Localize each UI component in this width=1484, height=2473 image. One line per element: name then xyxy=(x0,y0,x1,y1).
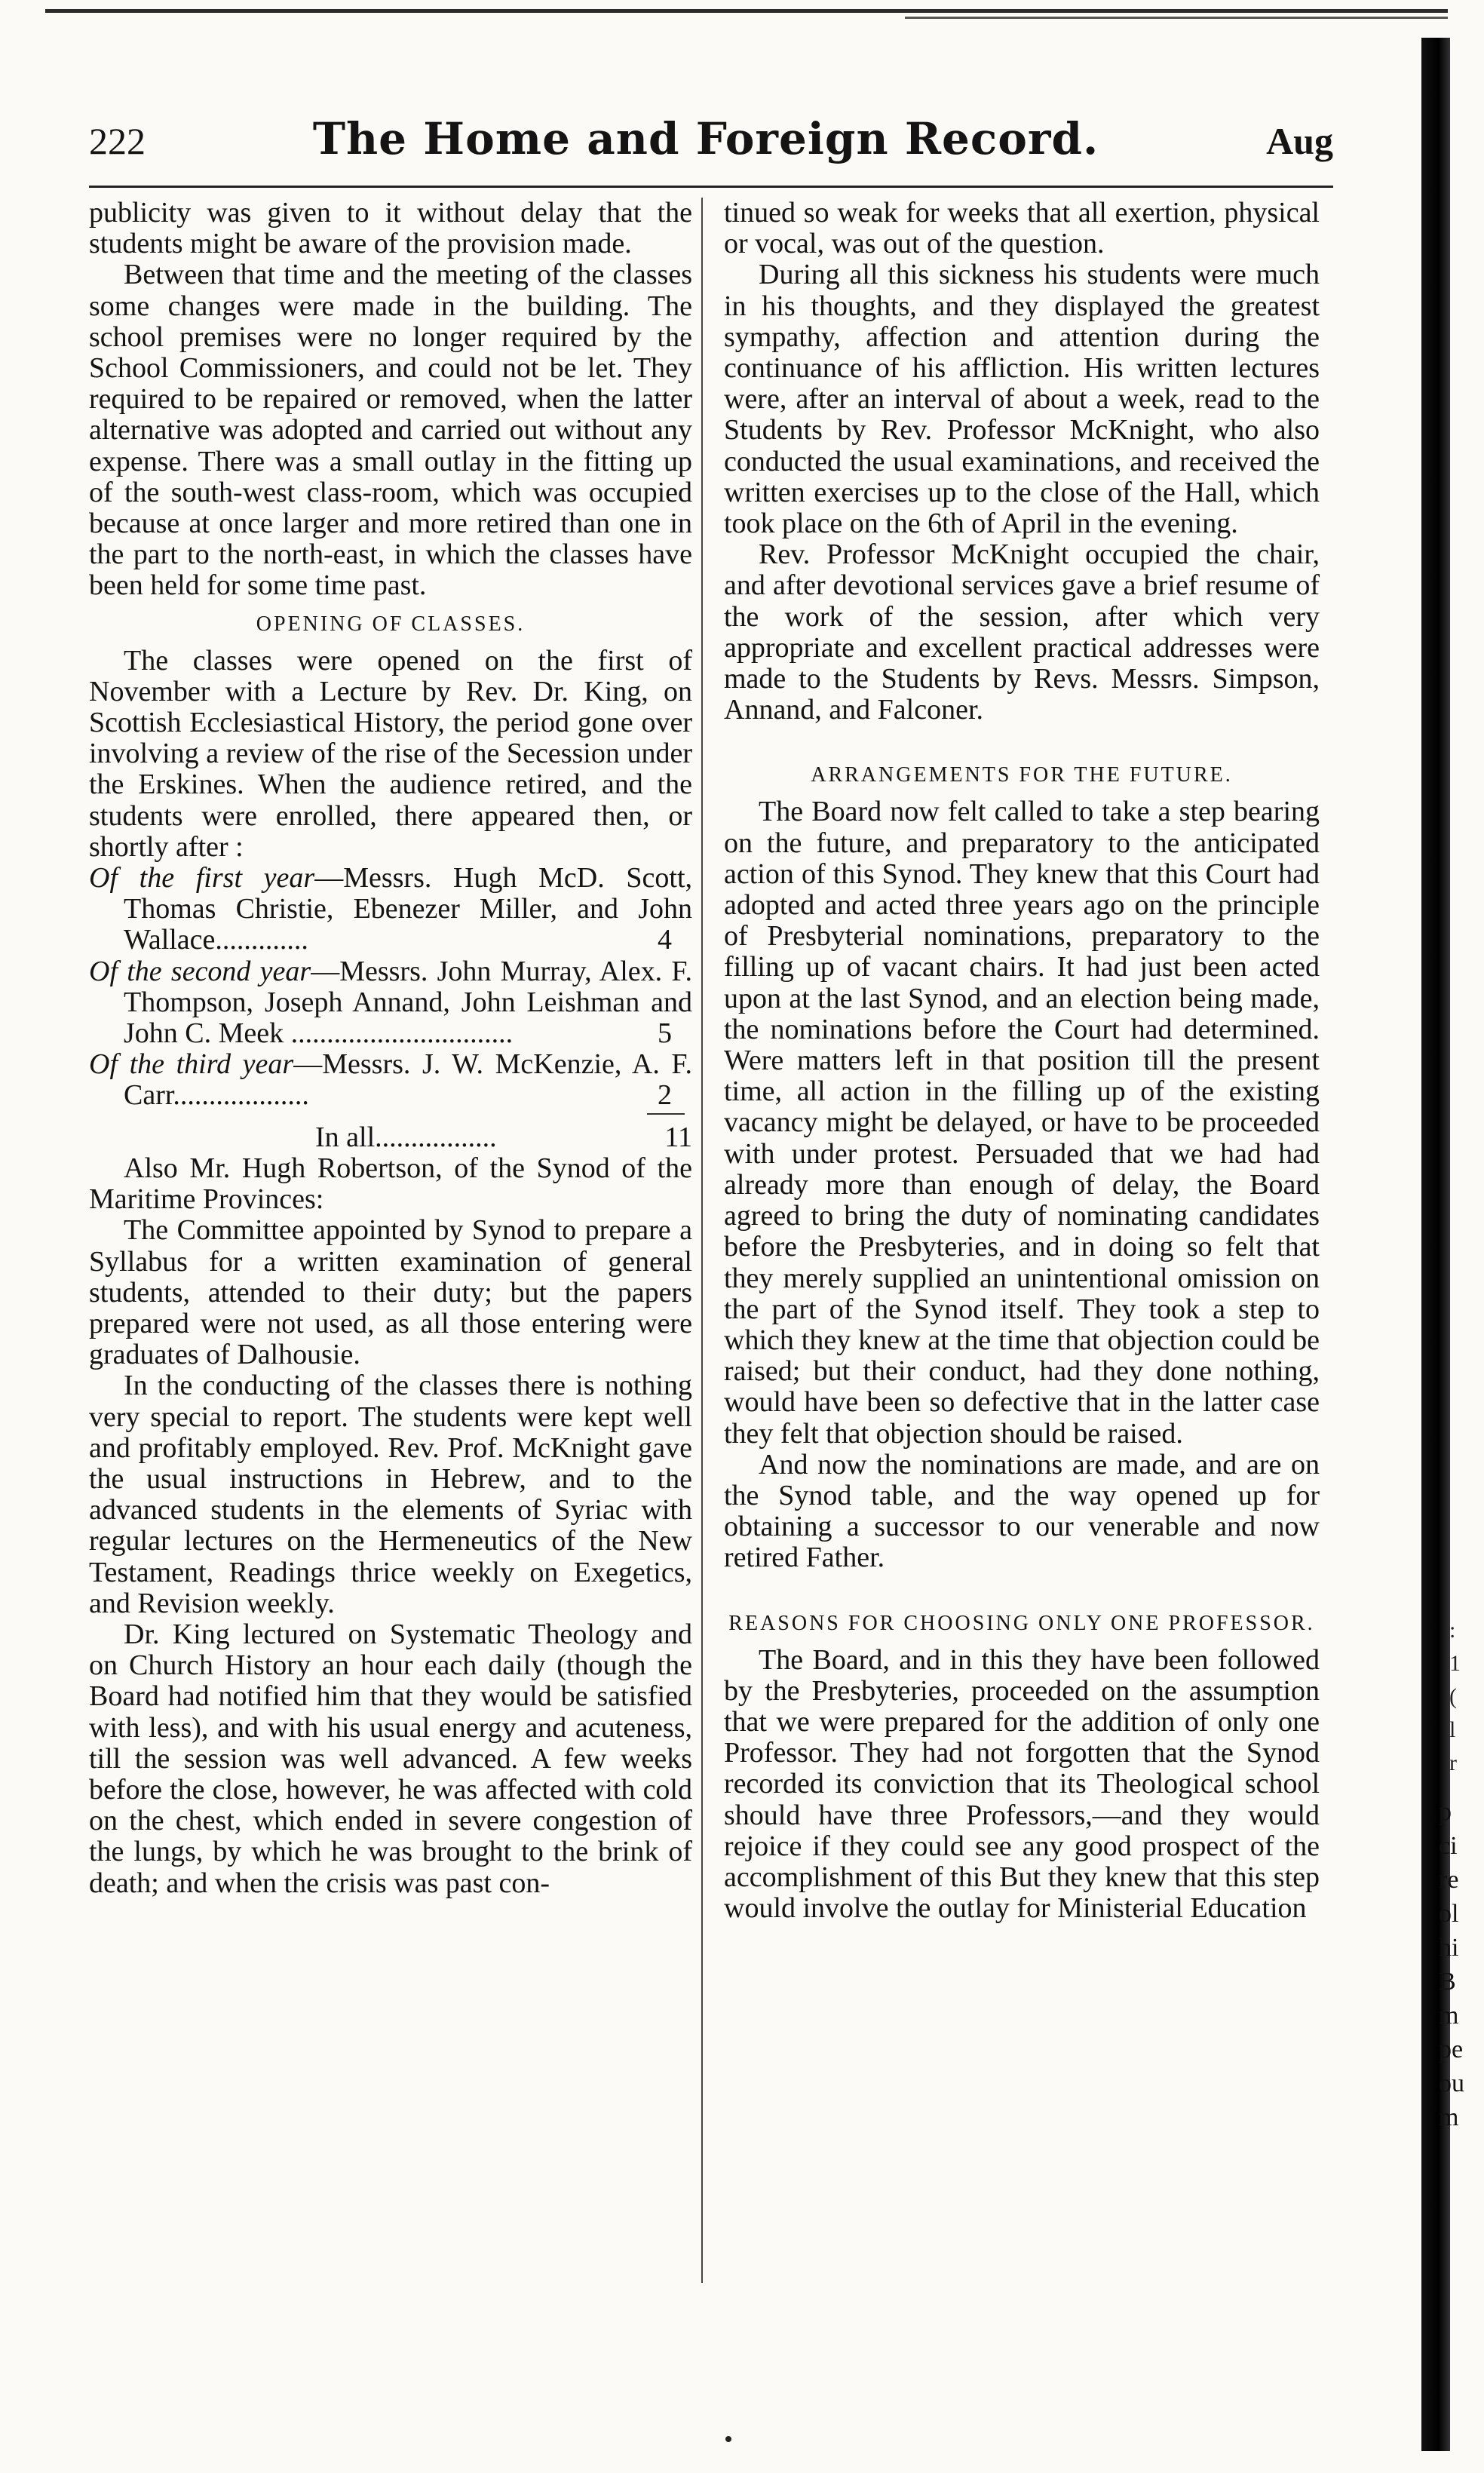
margin-mark: 1 xyxy=(1449,1651,1461,1676)
paragraph: The Committee appointed by Synod to prepare a Syllabus for a written examination of general students, attended to their duty; but the papers prepared were not used, as all those entering were graduates of Dalhousie. xyxy=(89,1214,692,1371)
roster-year: Of the first year xyxy=(89,862,315,894)
bleed-fragment: ou xyxy=(1439,2070,1464,2097)
top-edge-rule-secondary xyxy=(905,17,1448,19)
left-column xyxy=(89,198,692,1899)
total-value: 11 xyxy=(664,1121,692,1153)
bleed-fragment: ci xyxy=(1439,1832,1458,1860)
margin-mark: l xyxy=(1449,1717,1456,1742)
paragraph: Between that time and the meeting of the classes some changes were made in the building. The school premises were no longer required by the School Commissioners, and could not be let. They required to be repaired or removed, when the latter alternative was adopted and carried out without any expense. There was a small outlay in the fitting up of the south-west class-room, which was occupied because at once larger and more retired than one in the part to the north-east, in which the classes have been held for some time past. xyxy=(89,259,692,602)
margin-mark: ( xyxy=(1449,1684,1457,1709)
roster-total xyxy=(89,1115,692,1153)
page-dot xyxy=(725,2436,731,2442)
margin-mark: r xyxy=(1449,1750,1457,1775)
total-label: In all................. xyxy=(315,1121,497,1153)
margin-marks xyxy=(1449,1614,1461,1780)
bleed-fragment: p xyxy=(1439,1798,1452,1826)
roster-names: —Messrs. John Murray, Alex. F. Thompson, Joseph Annand, John Leishman and John C. Meek ............................... xyxy=(124,955,692,1050)
column-divider xyxy=(701,198,703,2283)
top-edge-rule xyxy=(45,9,1448,13)
roster-year: Of the third year xyxy=(89,1048,294,1081)
bleed-fragment: hi xyxy=(1439,1934,1459,1962)
bleed-fragment: m xyxy=(1439,2103,1459,2131)
roster-names: —Messrs. J. W. McKenzie, A. F. Carr................... xyxy=(124,1048,693,1112)
roster-entry: Of the second year—Messrs. John Murray, Alex. F. Thompson, Joseph Annand, John Leishman and John C. Meek ............................... 5 xyxy=(89,955,692,1050)
header-rule xyxy=(89,186,1333,188)
running-header xyxy=(89,113,1333,181)
roster-entry: Of the first year—Messrs. Hugh McD. Scott, Thomas Christie, Ebenezer Miller, and John Wallace............. 4 xyxy=(89,862,692,956)
bleed-fragment: ol xyxy=(1439,1900,1459,1928)
page-number: 222 xyxy=(89,120,146,162)
paragraph: During all this sickness his students were much in his thoughts, and they displayed the greatest sympathy, affection and attention during the continuance of his affliction. His written lectures were, after an interval of about a week, read to the Students by Rev. Professor McKnight, who also conducted the usual examinations, and received the written exercises up to the close of the Hall, which took place on the 6th of April in the evening. xyxy=(724,259,1320,540)
paragraph: publicity was given to it without delay that the students might be aware of the provision made. xyxy=(89,197,692,260)
paragraph: Also Mr. Hugh Robertson, of the Synod of the Maritime Provinces: xyxy=(89,1152,692,1216)
running-title: The Home and Foreign Record. xyxy=(312,113,1099,164)
bleed-fragment: B xyxy=(1439,1968,1456,1996)
bleed-fragment: pe xyxy=(1439,2036,1464,2063)
section-heading-reasons: REASONS FOR CHOOSING ONLY ONE PROFESSOR. xyxy=(728,1611,1315,1635)
roster-entry: Of the third year—Messrs. J. W. McKenzie, A. F. Carr................... 2 xyxy=(89,1048,693,1112)
running-month: Aug xyxy=(1266,120,1333,162)
roster-names: —Messrs. Hugh McD. Scott, Thomas Christie, Ebenezer Miller, and John Wallace............. xyxy=(124,862,692,956)
paragraph: The Board, and in this they have been followed by the Presbyteries, proceeded on the assumption that we were prepared for the addition of only one Professor. They had not forgotten that the Synod recorded its conviction that its Theological school should have three Professors,—and they would rejoice if they could see any good prospect of the accomplishment of this But they knew that this step would involve the outlay for Ministerial Education xyxy=(724,1643,1320,1925)
right-column xyxy=(724,198,1320,1924)
paragraph: tinued so weak for weeks that all exertion, physical or vocal, was out of the question. xyxy=(724,197,1320,260)
paragraph: Dr. King lectured on Systematic Theology and on Church History an hour each daily (though the Board had notified him that they would be satisfied with less), and with his usual energy and acuteness, till the session was well advanced. A few weeks before the close, however, he was affected with cold on the chest, which ended in severe congestion of the lungs, by which he was brought to the brink of death; and when the crisis was past con- xyxy=(89,1618,692,1899)
bleed-fragment: m xyxy=(1439,2002,1459,2030)
facing-page-bleed xyxy=(1439,1795,1469,2134)
section-heading-opening: OPENING OF CLASSES. xyxy=(256,612,526,636)
margin-mark: : xyxy=(1449,1618,1456,1643)
paragraph: Rev. Professor McKnight occupied the chair, and after devotional services gave a brief resume of the work of the session, after which very appropriate and excellent practical addresses were made to the Students by Revs. Messrs. Simpson, Annand, and Falconer. xyxy=(724,538,1320,726)
paragraph: And now the nominations are made, and are on the Synod table, and the way opened up for obtaining a successor to our venerable and now retired Father. xyxy=(724,1448,1320,1574)
roster-year: Of the second year xyxy=(89,955,311,987)
paragraph: The Board now felt called to take a step bearing on the future, and preparatory to the anticipated action of this Synod. They knew that this Court had adopted and acted three years ago on the principle of Presbyterial nominations, preparatory to the filling up of vacant chairs. It had just been acted upon at the last Synod, and an election being made, the nominations before the Court had determined. Were matters left in that position till the present time, all action in the filling up of the existing vacancy might be delayed, or have to be proceeded with under protest. Persuaded that we had had already more than enough of delay, the Board agreed to bring the duty of nominating candidates before the Presbyteries, and in doing so felt that they merely supplied an unintentional omission on the part of the Synod itself. They took a step to which they knew at the time that objection could be raised; but their conduct, had they done nothing, would have been so defective that in the latter case they felt that objection should be raised. xyxy=(724,796,1320,1450)
paragraph: The classes were opened on the first of November with a Lecture by Rev. Dr. King, on Scottish Ecclesiastical History, the period gone over involving a review of the rise of the Secession under the Erskines. When the audience retired, and the students were enrolled, there appeared then, or shortly after : xyxy=(89,644,692,863)
paragraph: In the conducting of the classes there is nothing very special to report. The students were kept well and profitably employed. Rev. Prof. McKnight gave the usual instructions in Hebrew, and to the advanced students in the elements of Syriac with regular lectures on the Hermeneutics of the New Testament, Readings thrice weekly on Exegetics, and Revision weekly. xyxy=(89,1370,692,1619)
section-heading-arrangements: ARRANGEMENTS FOR THE FUTURE. xyxy=(811,763,1233,787)
bleed-fragment: re xyxy=(1439,1866,1459,1894)
